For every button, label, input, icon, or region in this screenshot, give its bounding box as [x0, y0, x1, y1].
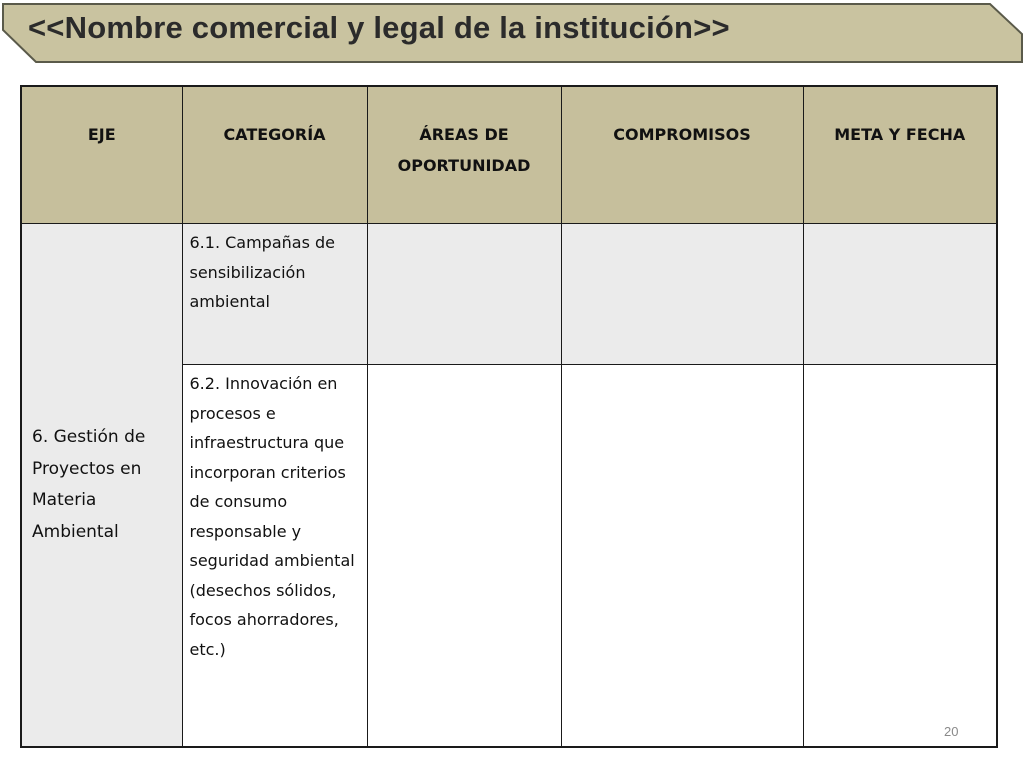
table-header-row	[21, 86, 997, 224]
category-cell: 6.1. Campañas de sensibilización ambiental	[182, 224, 367, 365]
table-row	[21, 224, 997, 365]
title-banner	[0, 0, 1024, 64]
page-number: 20	[944, 724, 959, 739]
eje-cell: 6. Gestión de Proyectos en Materia Ambiental	[21, 224, 182, 748]
areas-cell[interactable]	[367, 224, 561, 365]
areas-cell[interactable]	[367, 365, 561, 748]
header-meta: META Y FECHA	[803, 86, 997, 224]
header-areas: ÁREAS DE OPORTUNIDAD	[367, 86, 561, 224]
commitments-table	[20, 85, 998, 748]
compromisos-cell[interactable]	[561, 224, 803, 365]
meta-cell[interactable]	[803, 365, 997, 748]
compromisos-cell[interactable]	[561, 365, 803, 748]
meta-cell[interactable]	[803, 224, 997, 365]
header-eje: EJE	[21, 86, 182, 224]
slide-title: <<Nombre comercial y legal de la institución>>	[28, 10, 730, 45]
header-categoria: CATEGORÍA	[182, 86, 367, 224]
category-cell: 6.2. Innovación en procesos e infraestructura que incorporan criterios de consumo responsable y seguridad ambiental (desechos sólidos, focos ahorradores, etc.)	[182, 365, 367, 748]
header-compromisos: COMPROMISOS	[561, 86, 803, 224]
